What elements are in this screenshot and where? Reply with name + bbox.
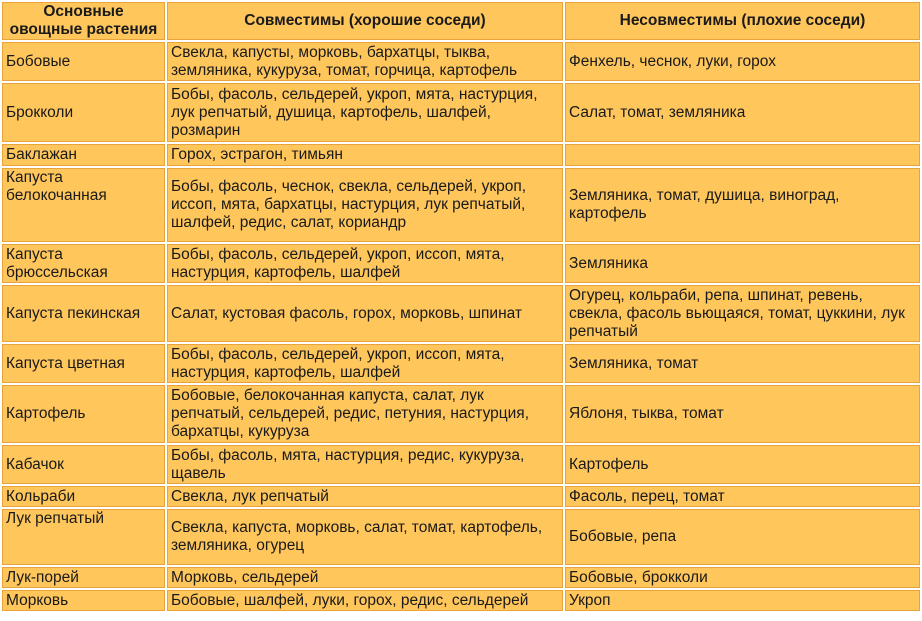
plant-cell: Капуста пекинская	[2, 285, 165, 342]
table-row	[2, 285, 920, 342]
incompatible-cell: Бобовые, брокколи	[565, 567, 920, 588]
incompatible-cell: Укроп	[565, 590, 920, 611]
plant-cell: Капуста белокочанная	[2, 168, 165, 242]
incompatible-cell: Бобовые, репа	[565, 509, 920, 565]
incompatible-cell: Яблоня, тыква, томат	[565, 385, 920, 443]
compatible-cell: Бобы, фасоль, сельдерей, укроп, иссоп, мята, настурция, картофель, шалфей	[167, 344, 563, 383]
plant-cell: Бобовые	[2, 42, 165, 81]
compatible-cell: Свекла, лук репчатый	[167, 486, 563, 507]
header-row	[2, 2, 920, 40]
compatible-cell: Бобовые, белокочанная капуста, салат, лук репчатый, сельдерей, редис, петуния, настурция, бархатцы, кукуруза	[167, 385, 563, 443]
incompatible-cell: Салат, томат, земляника	[565, 83, 920, 142]
table-row	[2, 42, 920, 81]
table-row	[2, 144, 920, 166]
compatible-cell: Горох, эстрагон, тимьян	[167, 144, 563, 166]
incompatible-cell: Фасоль, перец, томат	[565, 486, 920, 507]
plant-cell: Картофель	[2, 385, 165, 443]
compatible-cell: Бобы, фасоль, чеснок, свекла, сельдерей, укроп, иссоп, мята, бархатцы, настурция, лук репчатый, шалфей, редис, салат, кориандр	[167, 168, 563, 242]
plant-cell: Лук репчатый	[2, 509, 165, 565]
plant-cell: Брокколи	[2, 83, 165, 142]
compatible-cell: Свекла, капуста, морковь, салат, томат, картофель, земляника, огурец	[167, 509, 563, 565]
incompatible-cell: Земляника, томат	[565, 344, 920, 383]
plant-cell: Баклажан	[2, 144, 165, 166]
incompatible-cell: Огурец, кольраби, репа, шпинат, ревень, свекла, фасоль вьющаяся, томат, цуккини, лук репчатый	[565, 285, 920, 342]
table-row	[2, 168, 920, 242]
incompatible-cell	[565, 144, 920, 166]
table-row	[2, 445, 920, 484]
table-row	[2, 385, 920, 443]
plant-cell: Лук-порей	[2, 567, 165, 588]
plant-cell: Капуста цветная	[2, 344, 165, 383]
table-row	[2, 509, 920, 565]
table-row	[2, 486, 920, 507]
incompatible-cell: Картофель	[565, 445, 920, 484]
plant-cell: Капуста брюссельская	[2, 244, 165, 283]
table-row	[2, 344, 920, 383]
table-row	[2, 590, 920, 611]
compatible-cell: Бобы, фасоль, сельдерей, укроп, иссоп, мята, настурция, картофель, шалфей	[167, 244, 563, 283]
table-row	[2, 567, 920, 588]
compatible-cell: Бобовые, шалфей, луки, горох, редис, сельдерей	[167, 590, 563, 611]
incompatible-cell: Земляника	[565, 244, 920, 283]
incompatible-cell: Земляника, томат, душица, виноград, картофель	[565, 168, 920, 242]
incompatible-cell: Фенхель, чеснок, луки, горох	[565, 42, 920, 81]
table-row	[2, 83, 920, 142]
compatible-cell: Морковь, сельдерей	[167, 567, 563, 588]
header-plants: Основные овощные растения	[2, 2, 165, 40]
header-compatible: Совместимы (хорошие соседи)	[167, 2, 563, 40]
table-row	[2, 244, 920, 283]
plant-cell: Кольраби	[2, 486, 165, 507]
header-incompatible: Несовместимы (плохие соседи)	[565, 2, 920, 40]
compatible-cell: Бобы, фасоль, мята, настурция, редис, кукуруза, щавель	[167, 445, 563, 484]
plant-cell: Морковь	[2, 590, 165, 611]
compatible-cell: Бобы, фасоль, сельдерей, укроп, мята, настурция, лук репчатый, душица, картофель, шалфей, розмарин	[167, 83, 563, 142]
compatible-cell: Свекла, капусты, морковь, бархатцы, тыква, земляника, кукуруза, томат, горчица, картофель	[167, 42, 563, 81]
plant-cell: Кабачок	[2, 445, 165, 484]
compatible-cell: Салат, кустовая фасоль, горох, морковь, шпинат	[167, 285, 563, 342]
